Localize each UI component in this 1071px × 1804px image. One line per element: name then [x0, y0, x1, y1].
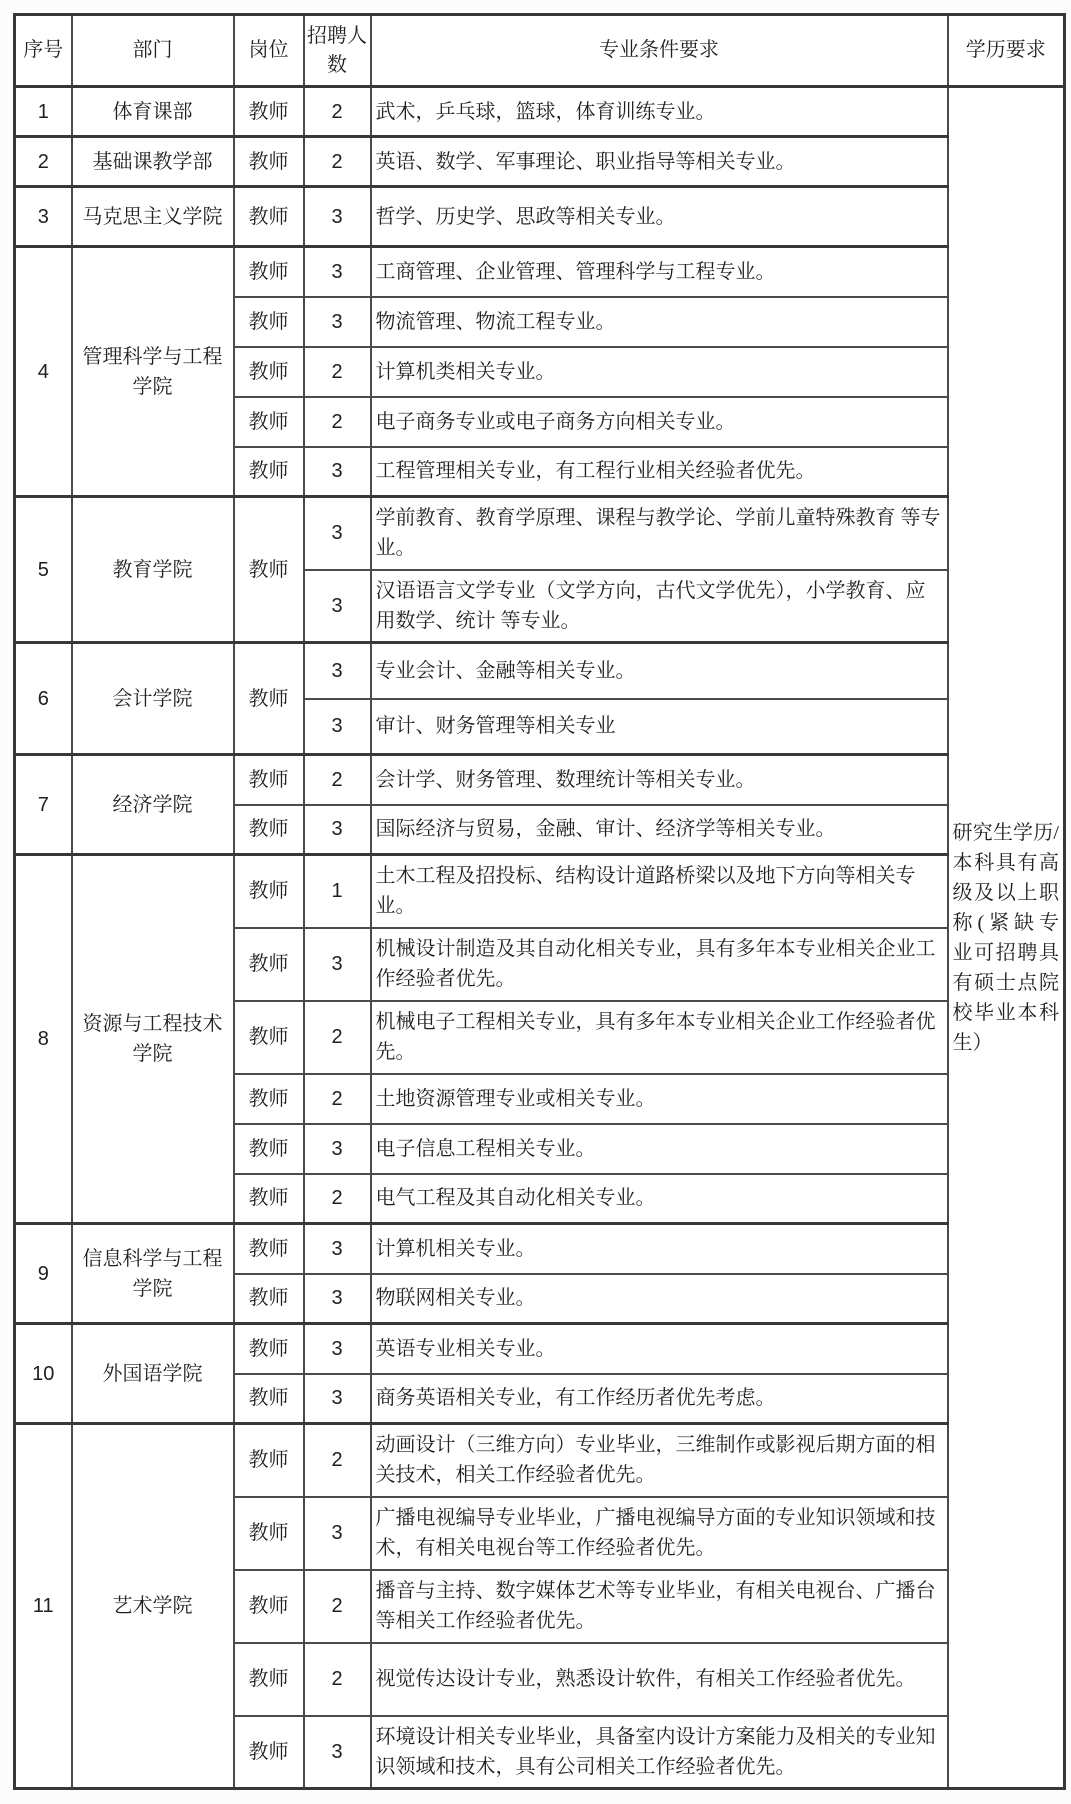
department-cell: 管理科学与工程学院	[72, 247, 234, 497]
count-cell: 3	[304, 1124, 371, 1174]
post-cell: 教师	[234, 1643, 304, 1716]
column-header-count: 招聘人数	[304, 15, 371, 87]
post-cell: 教师	[234, 87, 304, 137]
count-cell: 2	[304, 1424, 371, 1497]
requirement-cell: 动画设计（三维方向）专业毕业，三维制作或影视后期方面的相关技术，相关工作经验者优先。	[371, 1424, 948, 1497]
count-cell: 2	[304, 137, 371, 187]
table-row	[15, 1324, 1065, 1374]
post-cell: 教师	[234, 855, 304, 928]
seq-cell: 11	[15, 1424, 72, 1789]
count-cell: 3	[304, 928, 371, 1001]
post-cell: 教师	[234, 1174, 304, 1224]
requirement-cell: 英语、数学、军事理论、职业指导等相关专业。	[371, 137, 948, 187]
count-cell: 3	[304, 1497, 371, 1570]
seq-cell: 9	[15, 1224, 72, 1324]
post-cell: 教师	[234, 497, 304, 643]
column-header-requirement: 专业条件要求	[371, 15, 948, 87]
requirement-cell: 广播电视编导专业毕业，广播电视编导方面的专业知识领域和技术，有相关电视台等工作经验者优先。	[371, 1497, 948, 1570]
count-cell: 2	[304, 1001, 371, 1074]
post-cell: 教师	[234, 297, 304, 347]
table-row	[15, 1424, 1065, 1497]
table-row	[15, 87, 1065, 137]
column-header-seq: 序号	[15, 15, 72, 87]
requirement-cell: 土木工程及招投标、结构设计道路桥梁以及地下方向等相关专业。	[371, 855, 948, 928]
requirement-cell: 电气工程及其自动化相关专业。	[371, 1174, 948, 1224]
post-cell: 教师	[234, 187, 304, 247]
requirement-cell: 审计、财务管理等相关专业	[371, 699, 948, 755]
education-requirement-cell: 研究生学历/本科具有高级及以上职称(紧缺专业可招聘具有硕士点院校毕业本科生）	[948, 87, 1065, 1789]
department-cell: 体育课部	[72, 87, 234, 137]
department-cell: 基础课教学部	[72, 137, 234, 187]
count-cell: 3	[304, 1274, 371, 1324]
requirement-cell: 会计学、财务管理、数理统计等相关专业。	[371, 755, 948, 805]
requirement-cell: 汉语语言文学专业（文学方向，古代文学优先），小学教育、应用数学、统计 等专业。	[371, 570, 948, 643]
seq-cell: 6	[15, 643, 72, 755]
requirement-cell: 商务英语相关专业，有工作经历者优先考虑。	[371, 1374, 948, 1424]
post-cell: 教师	[234, 755, 304, 805]
department-cell: 外国语学院	[72, 1324, 234, 1424]
requirement-cell: 计算机相关专业。	[371, 1224, 948, 1274]
post-cell: 教师	[234, 1124, 304, 1174]
post-cell: 教师	[234, 1274, 304, 1324]
department-cell: 艺术学院	[72, 1424, 234, 1789]
requirement-cell: 播音与主持、数字媒体艺术等专业毕业，有相关电视台、广播台等相关工作经验者优先。	[371, 1570, 948, 1643]
post-cell: 教师	[234, 397, 304, 447]
requirement-cell: 学前教育、教育学原理、课程与教学论、学前儿童特殊教育 等专业。	[371, 497, 948, 570]
count-cell: 2	[304, 397, 371, 447]
count-cell: 2	[304, 1643, 371, 1716]
table-row	[15, 187, 1065, 247]
count-cell: 2	[304, 1174, 371, 1224]
seq-cell: 5	[15, 497, 72, 643]
count-cell: 3	[304, 643, 371, 699]
count-cell: 2	[304, 755, 371, 805]
recruitment-positions-table	[13, 13, 1066, 1790]
post-cell: 教师	[234, 1224, 304, 1274]
seq-cell: 7	[15, 755, 72, 855]
post-cell: 教师	[234, 1570, 304, 1643]
post-cell: 教师	[234, 1001, 304, 1074]
table-row	[15, 1224, 1065, 1274]
column-header-department: 部门	[72, 15, 234, 87]
requirement-cell: 物联网相关专业。	[371, 1274, 948, 1324]
count-cell: 3	[304, 297, 371, 347]
count-cell: 3	[304, 699, 371, 755]
requirement-cell: 机械电子工程相关专业，具有多年本专业相关企业工作经验者优先。	[371, 1001, 948, 1074]
post-cell: 教师	[234, 1424, 304, 1497]
post-cell: 教师	[234, 447, 304, 497]
count-cell: 3	[304, 497, 371, 570]
count-cell: 3	[304, 805, 371, 855]
post-cell: 教师	[234, 805, 304, 855]
requirement-cell: 专业会计、金融等相关专业。	[371, 643, 948, 699]
department-cell: 教育学院	[72, 497, 234, 643]
post-cell: 教师	[234, 1497, 304, 1570]
count-cell: 2	[304, 1570, 371, 1643]
requirement-cell: 工商管理、企业管理、管理科学与工程专业。	[371, 247, 948, 297]
seq-cell: 4	[15, 247, 72, 497]
post-cell: 教师	[234, 928, 304, 1001]
count-cell: 3	[304, 1224, 371, 1274]
post-cell: 教师	[234, 1374, 304, 1424]
table-row	[15, 755, 1065, 805]
count-cell: 3	[304, 1324, 371, 1374]
post-cell: 教师	[234, 643, 304, 755]
post-cell: 教师	[234, 137, 304, 187]
count-cell: 3	[304, 1716, 371, 1789]
table-row	[15, 497, 1065, 570]
department-cell: 资源与工程技术学院	[72, 855, 234, 1224]
table-row	[15, 247, 1065, 297]
requirement-cell: 机械设计制造及其自动化相关专业，具有多年本专业相关企业工作经验者优先。	[371, 928, 948, 1001]
seq-cell: 10	[15, 1324, 72, 1424]
requirement-cell: 电子商务专业或电子商务方向相关专业。	[371, 397, 948, 447]
requirement-cell: 电子信息工程相关专业。	[371, 1124, 948, 1174]
count-cell: 3	[304, 570, 371, 643]
requirement-cell: 工程管理相关专业，有工程行业相关经验者优先。	[371, 447, 948, 497]
header-row	[15, 15, 1065, 87]
post-cell: 教师	[234, 247, 304, 297]
post-cell: 教师	[234, 1324, 304, 1374]
requirement-cell: 视觉传达设计专业，熟悉设计软件，有相关工作经验者优先。	[371, 1643, 948, 1716]
seq-cell: 8	[15, 855, 72, 1224]
column-header-post: 岗位	[234, 15, 304, 87]
post-cell: 教师	[234, 1716, 304, 1789]
seq-cell: 3	[15, 187, 72, 247]
count-cell: 3	[304, 247, 371, 297]
table-row	[15, 643, 1065, 699]
count-cell: 2	[304, 347, 371, 397]
department-cell: 信息科学与工程学院	[72, 1224, 234, 1324]
count-cell: 3	[304, 187, 371, 247]
department-cell: 经济学院	[72, 755, 234, 855]
department-cell: 会计学院	[72, 643, 234, 755]
table-row	[15, 855, 1065, 928]
count-cell: 2	[304, 1074, 371, 1124]
requirement-cell: 国际经济与贸易，金融、审计、经济学等相关专业。	[371, 805, 948, 855]
requirement-cell: 土地资源管理专业或相关专业。	[371, 1074, 948, 1124]
column-header-education: 学历要求	[948, 15, 1065, 87]
seq-cell: 2	[15, 137, 72, 187]
count-cell: 1	[304, 855, 371, 928]
count-cell: 2	[304, 87, 371, 137]
requirement-cell: 武术，乒乓球，篮球，体育训练专业。	[371, 87, 948, 137]
post-cell: 教师	[234, 347, 304, 397]
requirement-cell: 哲学、历史学、思政等相关专业。	[371, 187, 948, 247]
requirement-cell: 计算机类相关专业。	[371, 347, 948, 397]
requirement-cell: 物流管理、物流工程专业。	[371, 297, 948, 347]
count-cell: 3	[304, 1374, 371, 1424]
table-row	[15, 137, 1065, 187]
requirement-cell: 环境设计相关专业毕业，具备室内设计方案能力及相关的专业知识领域和技术，具有公司相关工作经验者优先。	[371, 1716, 948, 1789]
count-cell: 3	[304, 447, 371, 497]
post-cell: 教师	[234, 1074, 304, 1124]
seq-cell: 1	[15, 87, 72, 137]
department-cell: 马克思主义学院	[72, 187, 234, 247]
requirement-cell: 英语专业相关专业。	[371, 1324, 948, 1374]
